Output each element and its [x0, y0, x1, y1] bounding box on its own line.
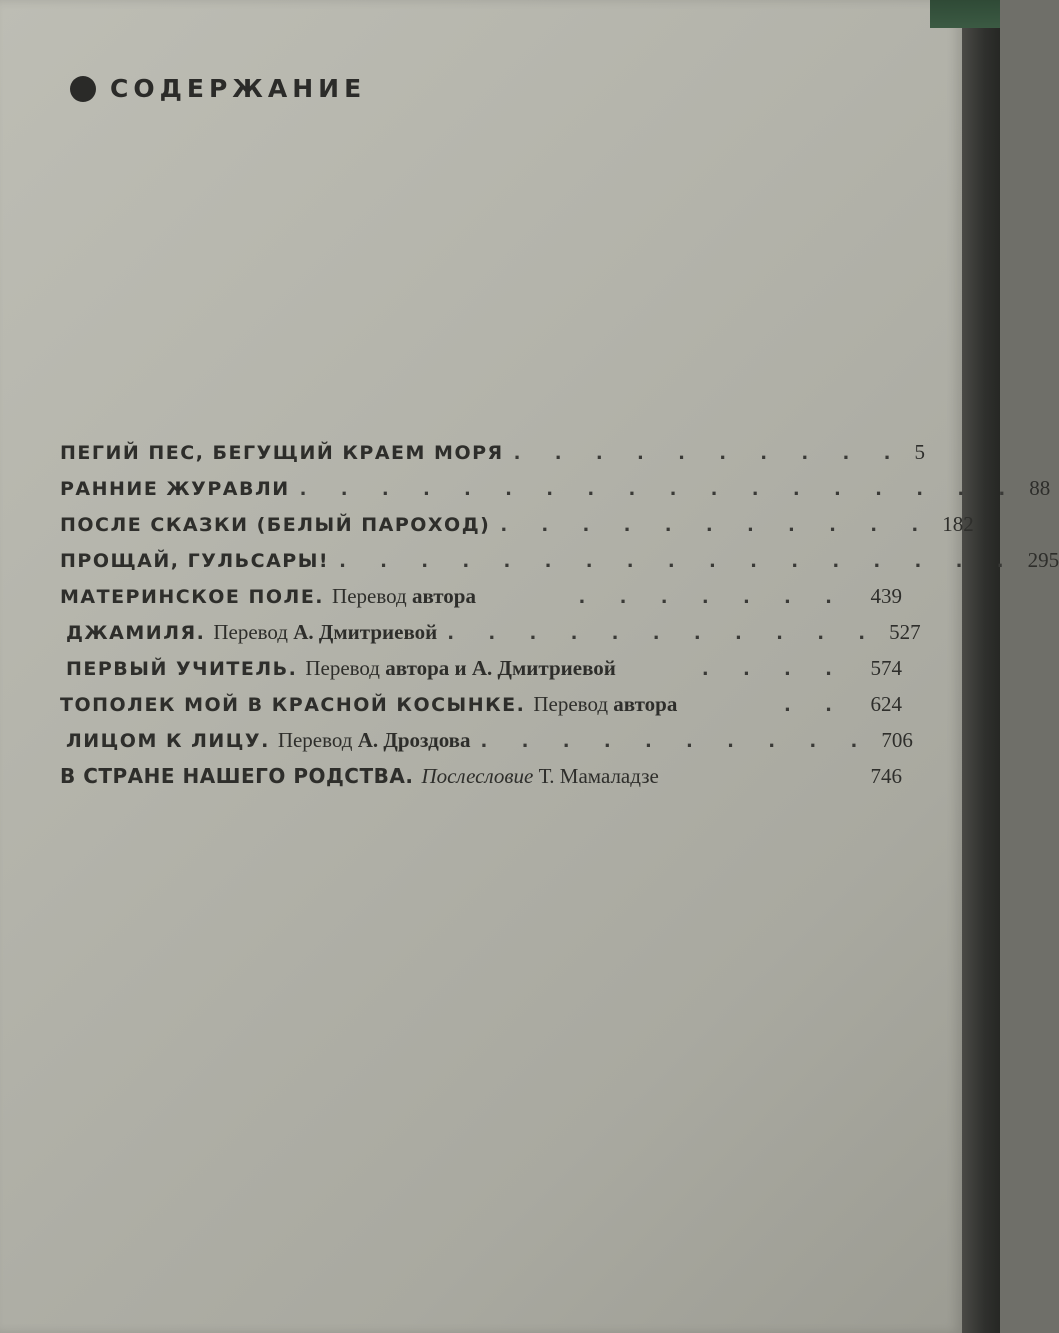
toc-page-number: 706 — [881, 728, 913, 752]
toc-title: ПЕРВЫЙ УЧИТЕЛЬ. — [66, 658, 298, 680]
toc-title: РАННИЕ ЖУРАВЛИ — [60, 478, 290, 500]
toc-subtitle-label: Перевод — [533, 692, 609, 716]
toc-title: ДЖАМИЛЯ. — [66, 622, 206, 644]
toc-subtitle-label: Перевод — [305, 656, 380, 680]
toc-row — [60, 620, 921, 656]
toc-subtitle — [332, 584, 476, 609]
toc-row — [60, 728, 913, 764]
toc-subtitle — [213, 620, 437, 645]
toc-subtitle — [533, 692, 677, 717]
toc-subtitle-name: А. Дроздова — [357, 728, 471, 752]
table-of-contents — [60, 440, 1059, 800]
dot-leader: . . . . . . . . . . . — [447, 623, 880, 644]
dot-leader: . . . . . . . . . . — [513, 443, 905, 464]
toc-subtitle-label: Послесловие — [421, 764, 534, 788]
toc-page-number: 439 — [870, 584, 902, 608]
page-title: СОДЕРЖАНИЕ — [110, 74, 367, 103]
dot-leader: . . . . . . . . . . — [480, 731, 872, 752]
toc-page-number: 5 — [914, 440, 925, 464]
toc-title: ПЕГИЙ ПЕС, БЕГУЩИЙ КРАЕМ МОРЯ — [60, 442, 504, 464]
toc-subtitle-name: автора — [411, 584, 476, 608]
toc-subtitle-name: автора — [613, 692, 678, 716]
dot-leader: . . — [784, 695, 846, 716]
toc-subtitle-label: Перевод — [277, 728, 353, 752]
toc-subtitle-label: Перевод — [213, 620, 288, 644]
toc-subtitle-name: А. Дмитриевой — [293, 620, 438, 644]
dot-leader: . . . . — [701, 659, 846, 680]
toc-title: ПРОЩАЙ, ГУЛЬСАРЫ! — [60, 550, 330, 572]
toc-title: ТОПОЛЕК МОЙ В КРАСНОЙ КОСЫНКЕ. — [60, 694, 526, 716]
toc-subtitle-name: Т. Мамаладзе — [538, 764, 659, 788]
dot-leader: . . . . . . . . . . . — [500, 515, 933, 536]
toc-row — [60, 512, 974, 548]
book-cover-edge — [962, 0, 1000, 1333]
cover-strip — [930, 0, 1000, 28]
dot-leader: . . . . . . . . . . . . . . . . . — [339, 551, 1018, 572]
toc-row — [60, 476, 1051, 512]
toc-row — [60, 548, 1059, 584]
toc-subtitle — [278, 728, 471, 753]
toc-title: ЛИЦОМ К ЛИЦУ. — [66, 730, 270, 752]
toc-row — [60, 584, 902, 620]
page-header — [70, 74, 366, 103]
toc-page-number: 295 — [1027, 548, 1059, 572]
bullet-icon — [70, 76, 96, 102]
toc-subtitle — [305, 656, 616, 681]
dot-leader: . . . . . . . — [578, 587, 846, 608]
toc-page-number: 746 — [870, 764, 902, 788]
toc-subtitle — [421, 764, 658, 789]
toc-page-number: 182 — [942, 512, 974, 536]
toc-page-number: 574 — [870, 656, 902, 680]
toc-page-number: 624 — [870, 692, 902, 716]
toc-row — [60, 692, 902, 728]
toc-row — [60, 440, 925, 476]
toc-title: МАТЕРИНСКОЕ ПОЛЕ. — [60, 586, 325, 608]
toc-subtitle-name: автора и А. Дмитриевой — [385, 656, 616, 680]
toc-page-number: 527 — [889, 620, 921, 644]
toc-row — [60, 764, 902, 800]
toc-page-number: 88 — [1029, 476, 1051, 500]
dot-leader: . . . . . . . . . . . . . . . . . . — [299, 479, 1020, 500]
toc-title: В СТРАНЕ НАШЕГО РОДСТВА. — [60, 764, 414, 788]
toc-subtitle-label: Перевод — [332, 584, 407, 608]
toc-title: ПОСЛЕ СКАЗКИ (БЕЛЫЙ ПАРОХОД) — [60, 514, 491, 536]
toc-row — [60, 656, 902, 692]
